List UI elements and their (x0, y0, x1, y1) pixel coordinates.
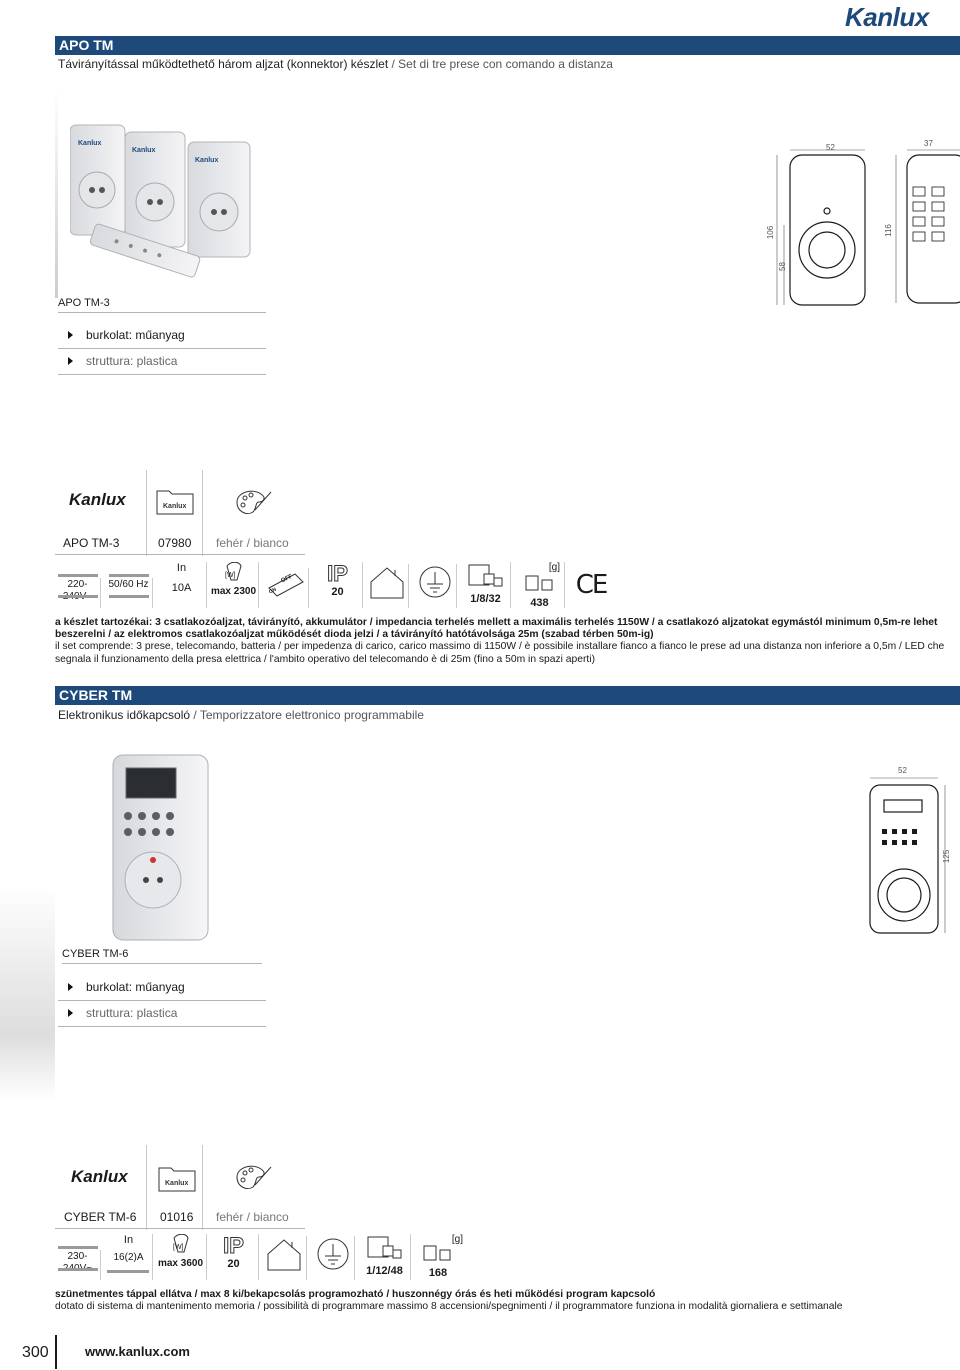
spec-bar (58, 574, 98, 577)
page-number: 300 (22, 1344, 49, 1361)
spec-frequency (105, 578, 153, 608)
spec-voltage (55, 578, 101, 608)
description-hu: a készlet tartozékai: 3 csatlakozóaljzat, távirányító, akkumulátor / impedancia terhelés mellett a maximális terhelés 1150W / a csatlakozó aljzatokat egymástól minimum 0,5m-re lehet beszerelni / az elektromos csatlakozóaljzat működését dioda jelzi / a távirányító hatótávolsága 25m (szabad térben 50m-ig) (55, 617, 938, 641)
feature-housing-it: struttura: plastica (58, 354, 266, 375)
section-accent-gradient (0, 885, 55, 1100)
spec-weight (515, 562, 565, 608)
product-title-bar (55, 36, 960, 55)
dim-height: 125 (942, 849, 952, 864)
svg-text:Kanlux: Kanlux (165, 1180, 189, 1187)
boxes-icon (466, 562, 506, 590)
product-title: APO TM (59, 37, 114, 53)
spec-current-value: 16(2)A (113, 1252, 144, 1263)
subtitle-sep: / (190, 708, 200, 722)
product-title-bar (55, 686, 960, 705)
spec-watt-value: max 2300 (210, 586, 257, 597)
weights-icon (420, 1238, 456, 1264)
spec-current-label: In (176, 562, 187, 574)
spec-voltage-value: 220- (67, 579, 88, 590)
spec-packaging (359, 1234, 411, 1280)
boxes-icon (365, 1234, 405, 1262)
table-model: CYBER TM-6 (64, 1210, 137, 1224)
product-description (55, 617, 960, 666)
spec-watt (155, 1234, 207, 1280)
dim-width-socket: 52 (826, 143, 835, 152)
spec-weight-label: [g] (451, 1234, 463, 1245)
spec-ip (209, 1234, 259, 1280)
spec-weight-value: 438 (530, 597, 549, 609)
table-code: 07980 (158, 536, 192, 550)
description-hu: szünetmentes tápp​al ellátva / max 8 ki/bekapcsolás programozható / huszonnégy órás és heti működési program kapcsoló (55, 1289, 656, 1300)
ip-icon: IP (223, 1233, 244, 1258)
spec-pack-value: 1/12/48 (366, 1265, 403, 1277)
spec-earthing (311, 1236, 355, 1280)
spec-current-label: In (123, 1234, 134, 1246)
earthing-icon (315, 1236, 351, 1272)
subtitle-hu: Elektronikus időkapcsoló (58, 708, 191, 722)
spec-packaging (461, 562, 511, 608)
house-icon (264, 1236, 304, 1272)
spec-watt-label: [W] (225, 572, 236, 579)
dim-height-socket: 106 (766, 225, 776, 240)
kanlux-header-logo (845, 2, 955, 36)
spec-watt-label: [W] (173, 1244, 184, 1251)
table-model: APO TM-3 (63, 536, 120, 550)
footer-divider (55, 1335, 57, 1369)
palette-icon (233, 1161, 273, 1193)
spec-voltage-value: 230- (67, 1251, 88, 1262)
product-subtitle (58, 57, 613, 71)
spec-freq-value: 50/60 Hz (108, 579, 149, 590)
spec-row (55, 1234, 465, 1282)
kanlux-logo-small: Kanlux (69, 490, 126, 509)
table-code: 01016 (160, 1210, 194, 1224)
house-icon (367, 564, 407, 600)
dim-height-remote: 116 (883, 224, 893, 237)
product-photo-apo-tm3 (70, 110, 280, 290)
switch-on-label: ON (268, 586, 278, 596)
spec-earthing (413, 564, 457, 608)
dim-width-remote: 37 (924, 139, 933, 148)
spec-indoor (261, 1236, 307, 1280)
brand-logo-text: Kanlux (845, 2, 929, 32)
earthing-icon (417, 564, 453, 600)
spec-bar (58, 1246, 98, 1249)
spec-voltage (55, 1250, 101, 1280)
technical-drawing-apo-tm (760, 130, 960, 310)
spec-switch (261, 568, 309, 608)
spec-watt-value: max 3600 (157, 1258, 204, 1269)
spec-bar (109, 574, 149, 577)
spec-current-value: 10A (171, 582, 192, 594)
svg-text:Kanlux: Kanlux (78, 140, 102, 147)
ip-icon: IP (327, 561, 348, 586)
product-description (55, 1289, 960, 1313)
spec-current (105, 1234, 153, 1280)
table-color: fehér / bianco (216, 536, 289, 550)
table-divider (55, 554, 305, 555)
spec-bar (58, 1268, 98, 1271)
palette-icon (233, 486, 273, 518)
spec-bar (58, 595, 98, 598)
folder-icon (155, 486, 195, 516)
table-divider (55, 1228, 305, 1229)
description-it: dotato di sistema di mantenimento memoria / possibilità di programmare massimo 8 accensioni/spegnimenti / il programmatore funziona in modalità giornaliera e settimanale (55, 1301, 843, 1313)
model-name: APO TM-3 (58, 297, 266, 313)
spec-bar (107, 1270, 149, 1273)
spec-weight (413, 1234, 463, 1280)
dim-width: 52 (898, 766, 907, 775)
dim-height-socket-inner: 58 (777, 262, 787, 271)
spec-ip-value: 20 (331, 586, 344, 598)
spec-weight-value: 168 (428, 1267, 448, 1279)
spec-bar (109, 595, 149, 598)
subtitle-it: Set di tre prese con comando a distanza (398, 57, 613, 71)
product-subtitle (58, 708, 424, 722)
spec-weight-label: [g] (548, 562, 560, 573)
feature-housing-hu: burkolat: műanyag (58, 980, 266, 1001)
subtitle-sep: / (388, 57, 399, 71)
model-name: CYBER TM-6 (62, 948, 262, 964)
kanlux-logo-small: Kanlux (71, 1167, 128, 1186)
spec-indoor (365, 564, 409, 608)
svg-text:Kanlux: Kanlux (195, 157, 219, 164)
description-it: il set comprende: 3 prese, telecomando, batteria / per impedenza di carico, carico massimo di 1150W / è possibile installare fianco a fianco le prese ad una distanza non inferiore a 0,5m / LED che segnala il funzionamento della presa elettrica / l'ambito operativo del telecomando è di 25m (fino a 50m in spazi aperti) (55, 641, 945, 665)
folder-icon (157, 1163, 197, 1193)
feature-housing-it: struttura: plastica (58, 1006, 266, 1027)
spec-watt (209, 562, 259, 608)
technical-drawing-cyber-tm (860, 770, 950, 940)
product-photo-cyber-tm6 (108, 750, 228, 945)
subtitle-hu: Távirányítással működtethető három aljzat (konnektor) készlet (58, 57, 389, 71)
product-title: CYBER TM (59, 687, 133, 703)
spec-pack-value: 1/8/32 (470, 593, 501, 605)
switch-off-label: OFF (280, 573, 294, 585)
spec-ip-value: 20 (227, 1258, 240, 1270)
table-color: fehér / bianco (216, 1210, 289, 1224)
spec-current (157, 562, 207, 608)
spec-row (55, 562, 615, 610)
ce-mark-icon: CE (575, 570, 607, 600)
spec-ce (567, 570, 615, 608)
subtitle-it: Temporizzatore elettronico programmabile (199, 708, 424, 722)
feature-housing-hu: burkolat: műanyag (58, 328, 266, 349)
section-accent-line (55, 88, 58, 298)
footer-website: www.kanlux.com (85, 1344, 190, 1359)
svg-text:Kanlux: Kanlux (132, 147, 156, 154)
svg-text:Kanlux: Kanlux (163, 503, 187, 510)
spec-ip (313, 562, 363, 608)
